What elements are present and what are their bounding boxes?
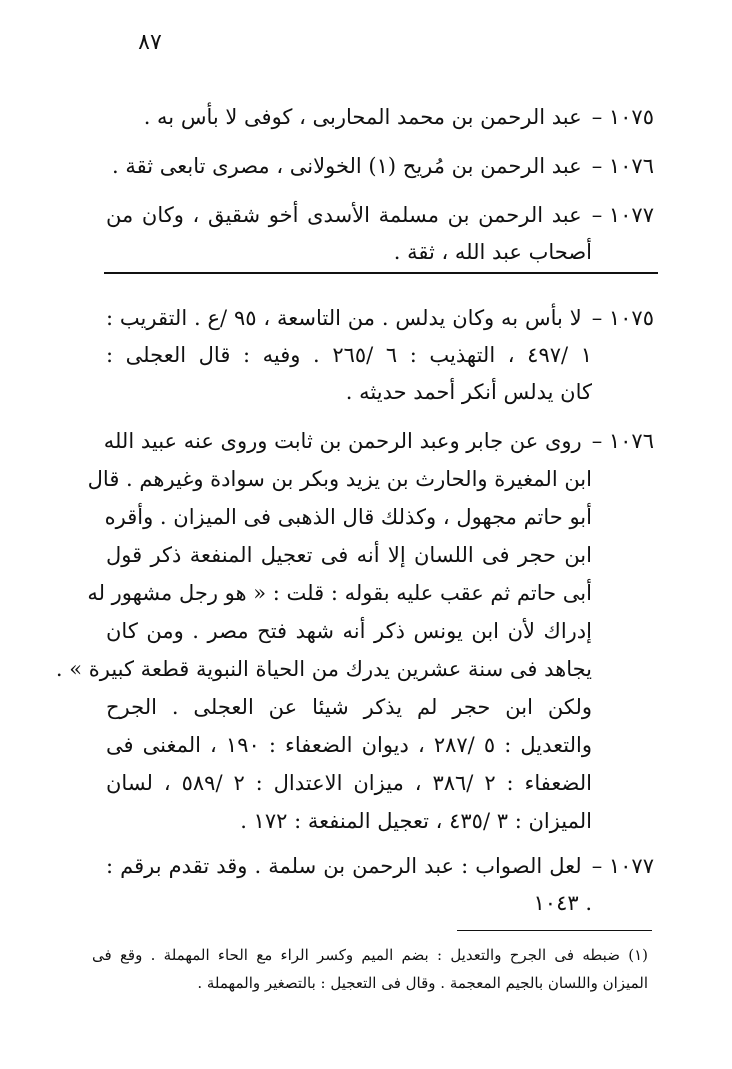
note-1076-line-11: الميزان : ٣ /٤٣٥ ، تعجيل المنفعة : ١٧٢ . xyxy=(240,809,592,833)
entry-1077-continuation: أصحاب عبد الله ، ثقة . xyxy=(393,240,592,264)
section-divider xyxy=(104,272,658,274)
entry-text: عبد الرحمن بن مُريح (١) الخولانى ، مصرى تابعى ثقة . xyxy=(112,154,582,178)
entry-text: عبد الرحمن بن محمد المحاربى ، كوفى لا بأس به . xyxy=(143,105,582,129)
note-1076-line-2: ابن المغيرة والحارث بن يزيد وبكر بن سوادة وغيرهم . قال xyxy=(87,467,592,491)
entry-number: ١٠٧٦ – xyxy=(591,154,654,178)
note-1075-line-1 xyxy=(106,303,654,333)
entry-1077 xyxy=(106,200,654,230)
note-1076-line-1 xyxy=(103,426,654,456)
note-number: ١٠٧٧ – xyxy=(591,854,654,878)
page-number: ٨٧ xyxy=(138,30,162,55)
entry-1075 xyxy=(144,102,654,132)
note-number: ١٠٧٥ – xyxy=(591,306,654,330)
note-text: لا بأس به وكان يدلس . من التاسعة ، ٩٥ /ع . التقريب : xyxy=(106,306,582,330)
note-1076-line-9: والتعديل : ٥ /٢٨٧ ، ديوان الضعفاء : ١٩٠ ، المغنى فى xyxy=(106,733,592,757)
footnote-divider xyxy=(457,930,652,931)
note-1075-line-3: كان يدلس أنكر أحمد حديثه . xyxy=(345,380,592,404)
note-1077-line-2: . ١٠٤٣ xyxy=(533,891,592,915)
note-1076-line-6: إدراك لأن ابن يونس ذكر أنه شهد فتح مصر . ومن كان xyxy=(106,619,592,643)
note-1076-line-10: الضعفاء : ٢ /٣٨٦ ، ميزان الاعتدال : ٢ /٥٨٩ ، لسان xyxy=(106,771,592,795)
note-1077-line-1 xyxy=(106,851,654,881)
entry-1076 xyxy=(112,151,654,181)
entry-text: عبد الرحمن بن مسلمة الأسدى أخو شقيق ، وكان من xyxy=(106,203,582,227)
footnote-line-2: الميزان واللسان بالجيم المعجمة . وقال فى التعجيل : بالتصغير والمهملة . xyxy=(197,974,648,992)
note-1076-line-7: يجاهد فى سنة عشرين يدرك من الحياة النبوية قطعة كبيرة » . xyxy=(55,657,592,681)
note-text: لعل الصواب : عبد الرحمن بن سلمة . وقد تقدم برقم : xyxy=(106,854,582,878)
note-1075-line-2: ١ /٤٩٧ ، التهذيب : ٦ /٢٦٥ . وفيه : قال العجلى : xyxy=(106,343,592,367)
entry-number: ١٠٧٥ – xyxy=(591,105,654,129)
note-1076-line-4: ابن حجر فى اللسان إلا أنه فى تعجيل المنفعة ذكر قول xyxy=(106,543,592,567)
note-number: ١٠٧٦ – xyxy=(591,429,654,453)
entry-number: ١٠٧٧ – xyxy=(591,203,654,227)
footnote-line-1: (١) ضبطه فى الجرح والتعديل : بضم الميم وكسر الراء مع الحاء المهملة . وقع فى xyxy=(92,946,648,964)
note-text: روى عن جابر وعبد الرحمن بن ثابت وروى عنه عبيد الله xyxy=(103,429,582,453)
note-1076-line-5: أبى حاتم ثم عقب عليه بقوله : قلت : « هو رجل مشهور له xyxy=(87,581,592,605)
note-1076-line-3: أبو حاتم مجهول ، وكذلك قال الذهبى فى الميزان . وأقره xyxy=(104,505,592,529)
note-1076-line-8: ولكن ابن حجر لم يذكر شيئا عن العجلى . الجرح xyxy=(106,695,592,719)
